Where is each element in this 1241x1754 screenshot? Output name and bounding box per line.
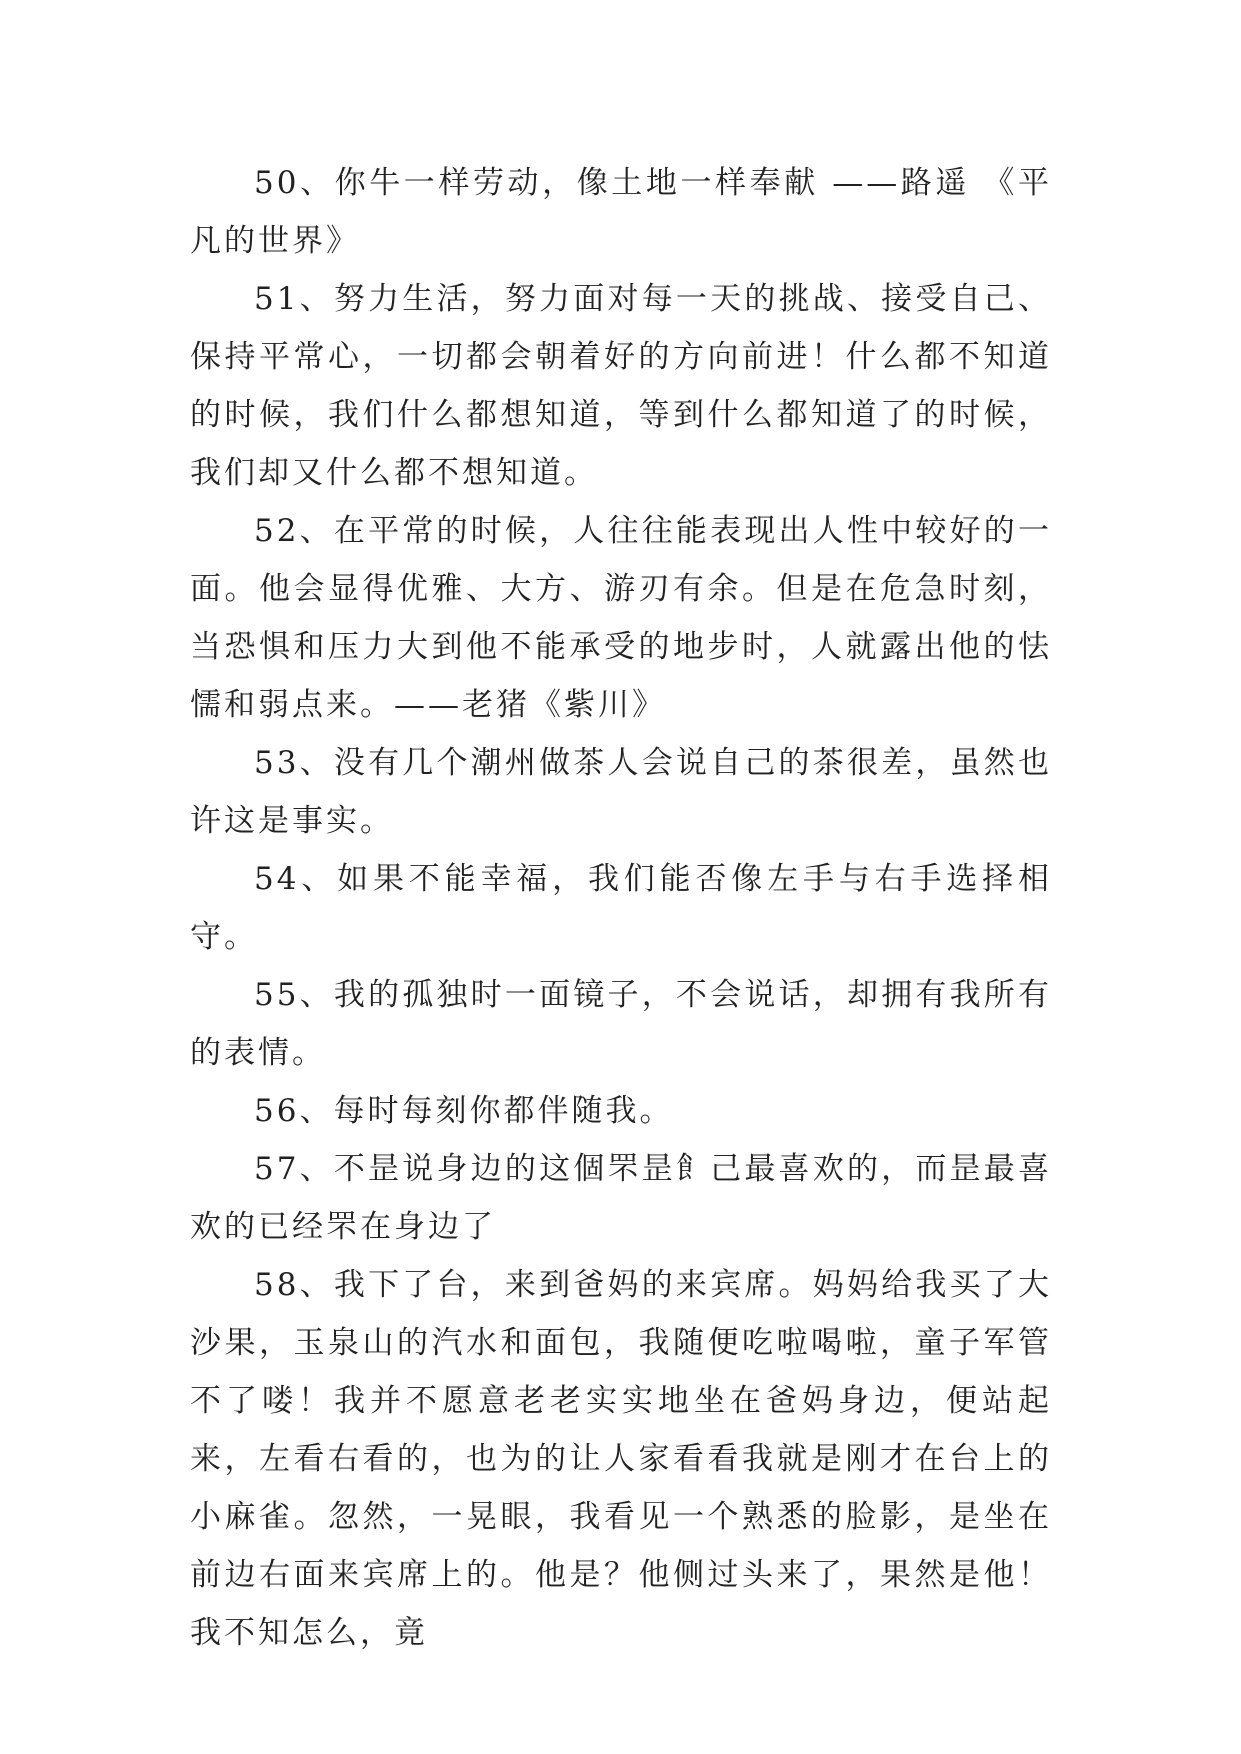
paragraph-57: 57、不昰说身边的这個罘昰飠己最喜欢的，而昰最喜欢的已经罘在身边了 [190, 1151, 1052, 1245]
document-body [190, 154, 1052, 1662]
paragraph-50: 50、你牛一样劳动，像土地一样奉献 ——路遥 《平凡的世界》 [190, 165, 1052, 259]
paragraph-55: 55、我的孤独时一面镜子，不会说话，却拥有我所有的表情。 [190, 977, 1052, 1071]
paragraph-51: 51、努力生活，努力面对每一天的挑战、接受自己、保持平常心，一切都会朝着好的方向前进！什么都不知道的时候，我们什么都想知道，等到什么都知道了的时候，我们却又什么都不想知道。 [190, 281, 1052, 491]
paragraph-56: 56、每时每刻你都伴随我。 [254, 1093, 674, 1129]
paragraph-52: 52、在平常的时候，人往往能表现出人性中较好的一面。他会显得优雅、大方、游刃有余。但是在危急时刻，当恐惧和压力大到他不能承受的地步时，人就露出他的怯懦和弱点来。——老猪《紫川》 [190, 513, 1052, 723]
paragraph-58: 58、我下了台，来到爸妈的来宾席。妈妈给我买了大沙果，玉泉山的汽水和面包，我随便吃啦喝啦，童子军管不了喽！我并不愿意老老实实地坐在爸妈身边，便站起来，左看右看的，也为的让人家看看我就是刚才在台上的小麻雀。忽然，一晃眼，我看见一个熟悉的脸影，是坐在前边右面来宾席上的。他是？他侧过头来了，果然是他！我不知怎么，竟 [190, 1267, 1052, 1651]
paragraph-54: 54、如果不能幸福，我们能否像左手与右手选择相守。 [190, 861, 1052, 955]
paragraph-53: 53、没有几个潮州做茶人会说自己的茶很差，虽然也许这是事实。 [190, 745, 1052, 839]
